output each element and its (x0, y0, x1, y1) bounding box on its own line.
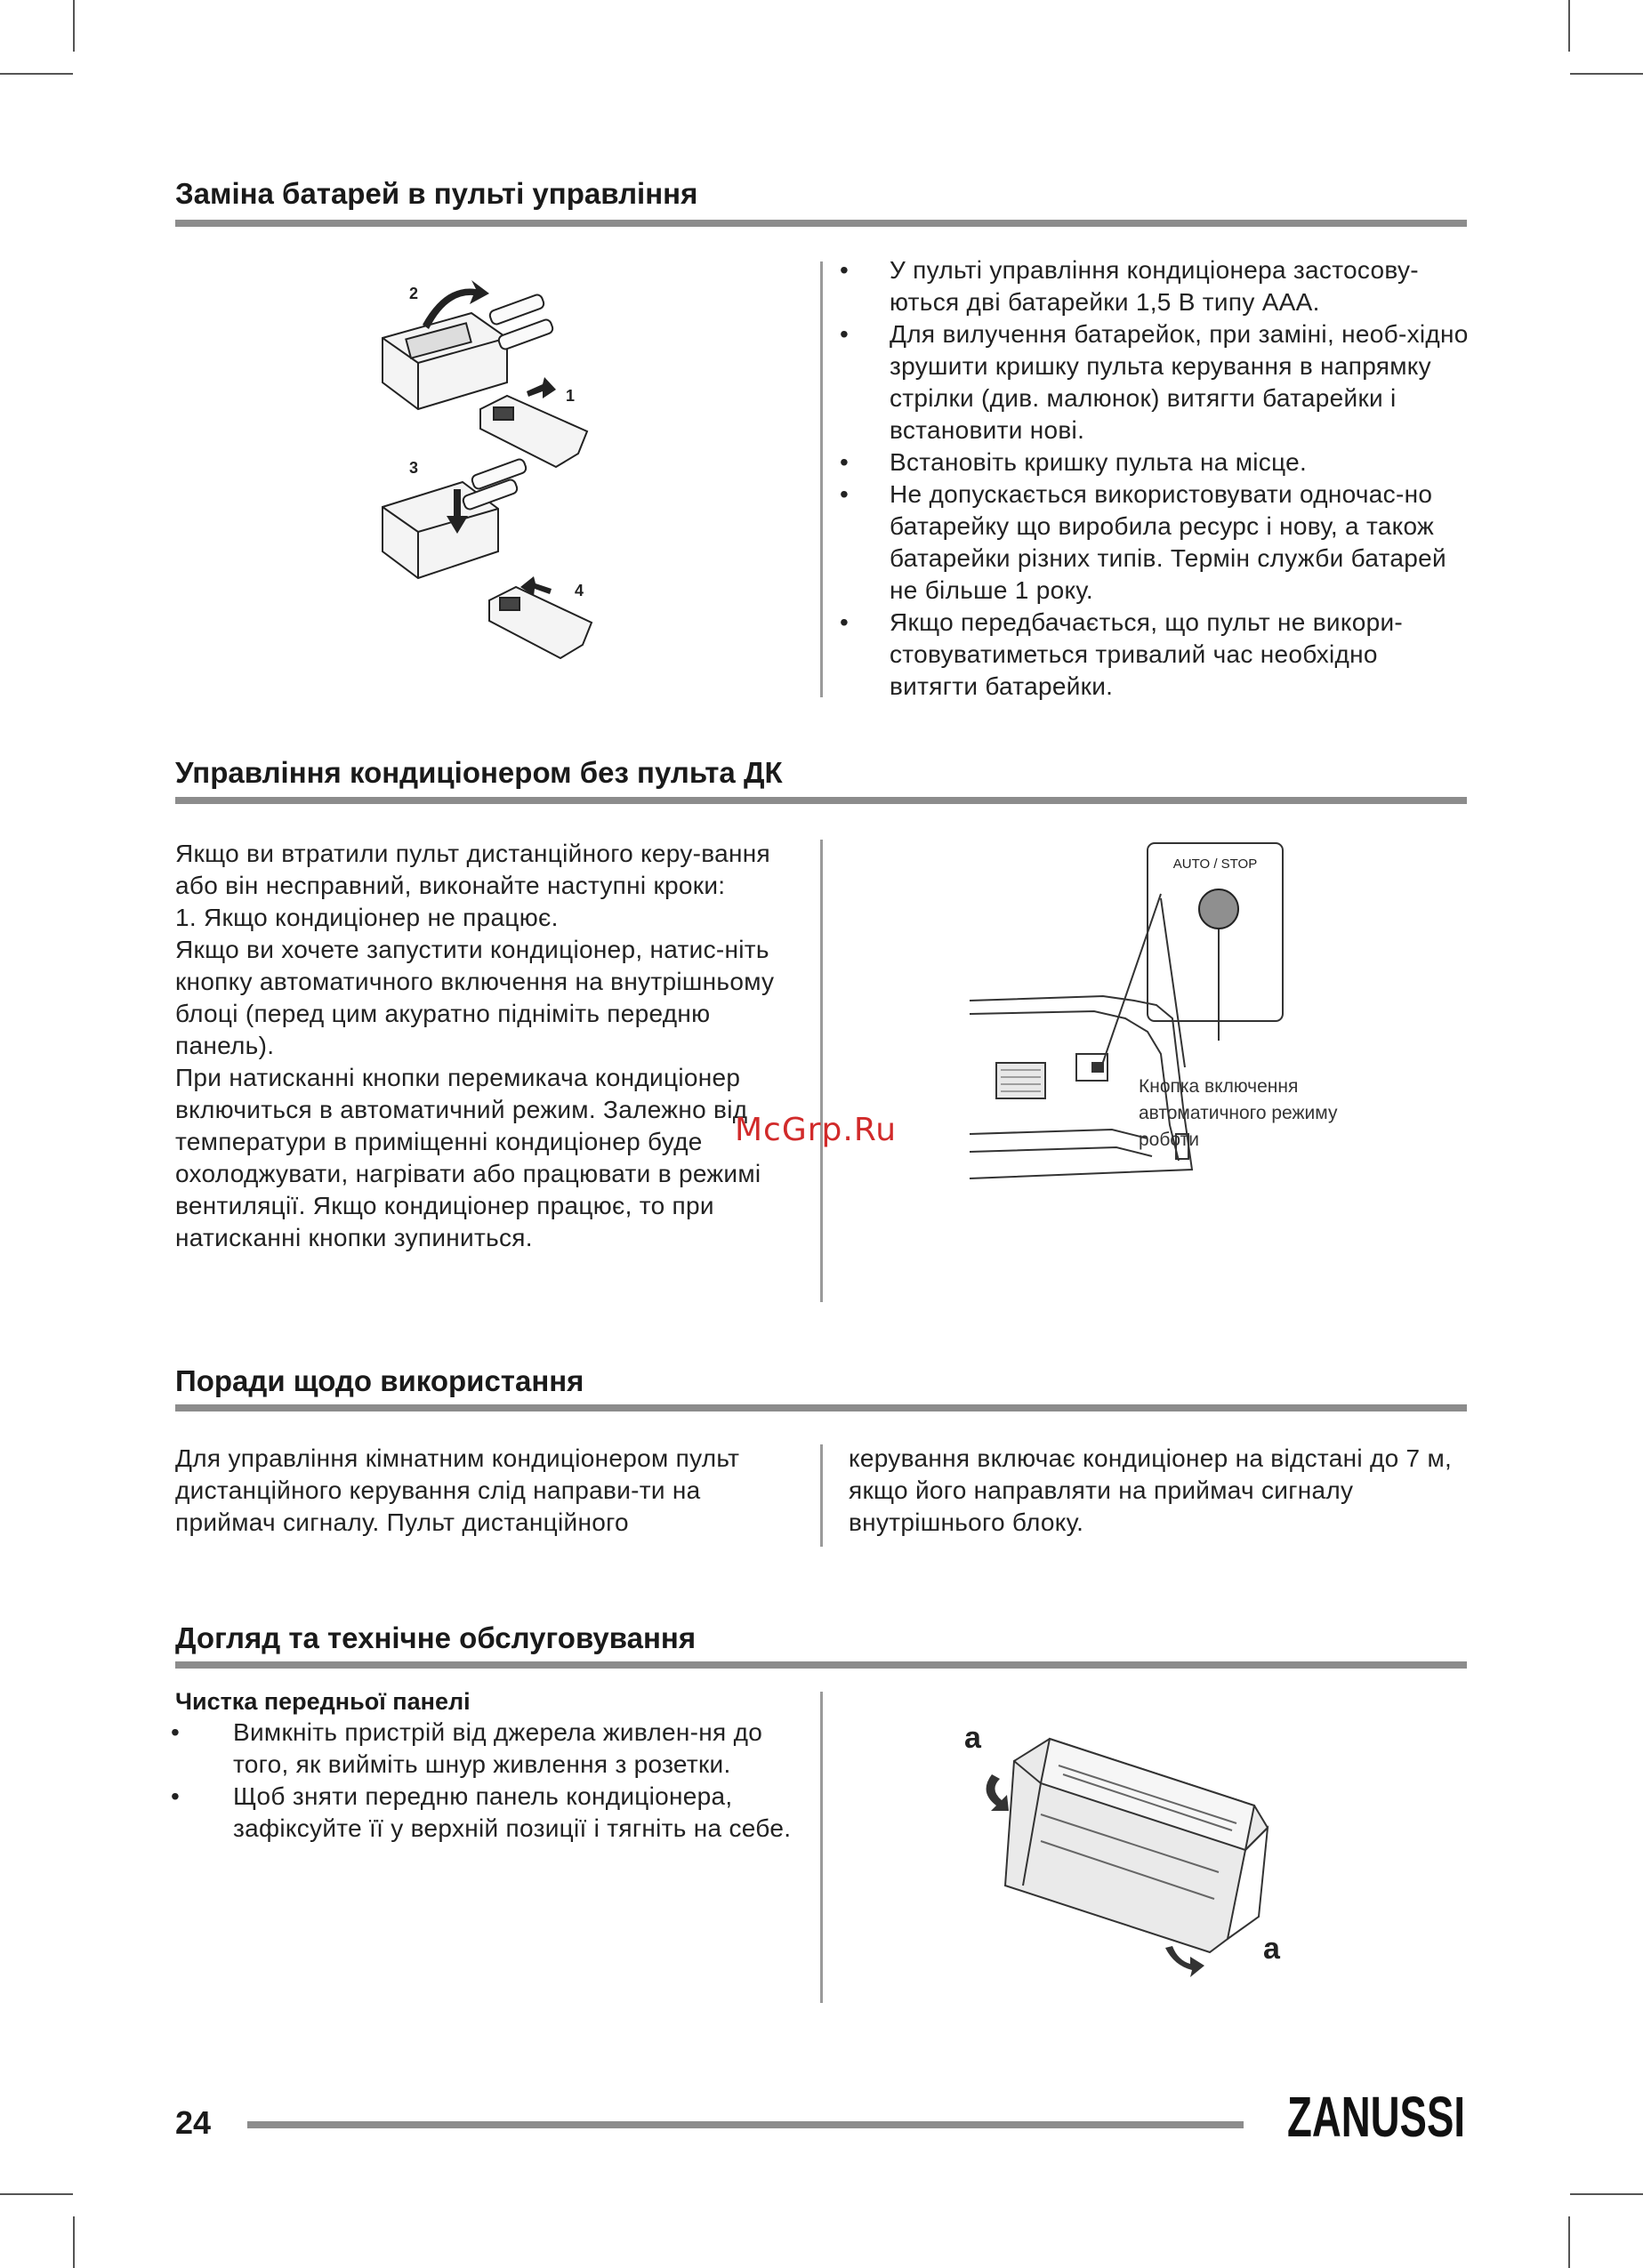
front-panel-removal-illustration (952, 1708, 1308, 2001)
figure-step-label: 3 (409, 459, 419, 477)
paragraph: Якщо ви втратили пульт дистанційного керу-вання або він несправний, виконайте наступні кроки: (175, 840, 771, 899)
paragraph: При натисканні кнопки перемикача кондиціонер включиться в автоматичний режим. Залежно від температури в приміщенні кондиціонер буде охолоджувати, нагрівати або працювати в режимі вентиляції. Якщо кондиціонер працює, то при натисканні кнопки зупиниться. (175, 1064, 761, 1251)
section-title-battery: Заміна батарей в пульті управління (175, 177, 698, 210)
crop-mark (1568, 2216, 1570, 2268)
list-item: • Якщо передбачається, що пульт не викори-стовуватиметься тривалий час необхідно витягти батарейки. (836, 607, 1470, 703)
zanussi-logo (1285, 2085, 1468, 2149)
figure-step-label: 1 (566, 387, 576, 405)
section-title-usage-tips: Поради щодо використання (175, 1364, 584, 1397)
auto-stop-button (1199, 889, 1238, 929)
figure-caption: автоматичного режиму (1139, 1103, 1338, 1123)
list-item: • Для вилучення батарейок, при заміні, необ-хідно зрушити кришку пульта керування в напрямку стрілки (див. малюнок) витягти батарейки і встановити нові. (836, 318, 1470, 446)
list-item: • Щоб зняти передню панель кондиціонера, зафіксуйте її у верхній позиції і тягніть на себе. (167, 1781, 801, 1845)
figure-step-label: 2 (409, 285, 419, 302)
usage-tips-right: керування включає кондиціонер на відстані до 7 м, якщо його направляти на приймач сигналу внутрішнього блоку. (849, 1444, 1453, 1536)
page-number: 24 (175, 2104, 212, 2141)
crop-mark (1570, 2193, 1643, 2195)
figure-label: a (964, 1721, 981, 1755)
section-title-maintenance: Догляд та технічне обслуговування (175, 1621, 697, 1654)
maintenance-instructions (167, 1717, 801, 1845)
figure-label: a (1263, 1932, 1280, 1966)
subsection-title: Чистка передньої панелі (175, 1688, 471, 1715)
column-divider (820, 1444, 823, 1547)
figure-caption: роботи (1139, 1130, 1199, 1150)
auto-stop-button-label: AUTO / STOP (1172, 857, 1258, 872)
section-rule (175, 1404, 1467, 1411)
auto-stop-button-illustration (970, 840, 1432, 1187)
paragraph: Якщо ви хочете запустити кондиціонер, натис-ніть кнопку автоматичного включення на внутрішньому блоці (перед цим акуратно підніміть передню панель). (175, 936, 775, 1059)
list-item: • Встановіть кришку пульта на місце. (836, 446, 1470, 479)
figure-step-label: 4 (575, 582, 584, 599)
crop-mark (1570, 73, 1643, 75)
crop-mark (0, 73, 73, 75)
usage-tips-left: Для управління кімнатним кондиціонером пульт дистанційного керування слід направи-ти на приймач сигналу. Пульт дистанційного (175, 1444, 740, 1536)
battery-replacement-illustration (365, 276, 623, 685)
list-item: • Вимкніть пристрій від джерела живлен-ня до того, як вийміть шнур живлення з розетки. (167, 1717, 801, 1781)
crop-mark (0, 2193, 73, 2195)
section-rule (175, 220, 1467, 227)
section-rule (175, 797, 1467, 804)
manual-control-text (175, 838, 800, 1254)
column-divider (820, 261, 823, 697)
watermark: McGrp.Ru (735, 1112, 898, 1148)
footer-rule (247, 2121, 1244, 2128)
list-item: • Не допускається використовувати одночас-но батарейку що виробила ресурс і нову, а також батарейки різних типів. Термін служби батарей не більше 1 року. (836, 479, 1470, 607)
crop-mark (73, 0, 75, 52)
column-divider (820, 1692, 823, 2003)
brand-logo-text: ZANUSSI (1287, 2085, 1465, 2149)
crop-mark (1568, 0, 1570, 52)
section-title-manual-control: Управління кондиціонером без пульта ДК (175, 756, 783, 789)
list-item: • У пульті управління кондиціонера застосову-ються дві батарейки 1,5 В типу AAA. (836, 254, 1470, 318)
column-divider (820, 840, 823, 1302)
crop-mark (73, 2216, 75, 2268)
paragraph: 1. Якщо кондиціонер не працює. (175, 904, 559, 931)
section-rule (175, 1661, 1467, 1669)
figure-caption: Кнопка включення (1139, 1076, 1299, 1097)
battery-instructions (836, 254, 1470, 703)
